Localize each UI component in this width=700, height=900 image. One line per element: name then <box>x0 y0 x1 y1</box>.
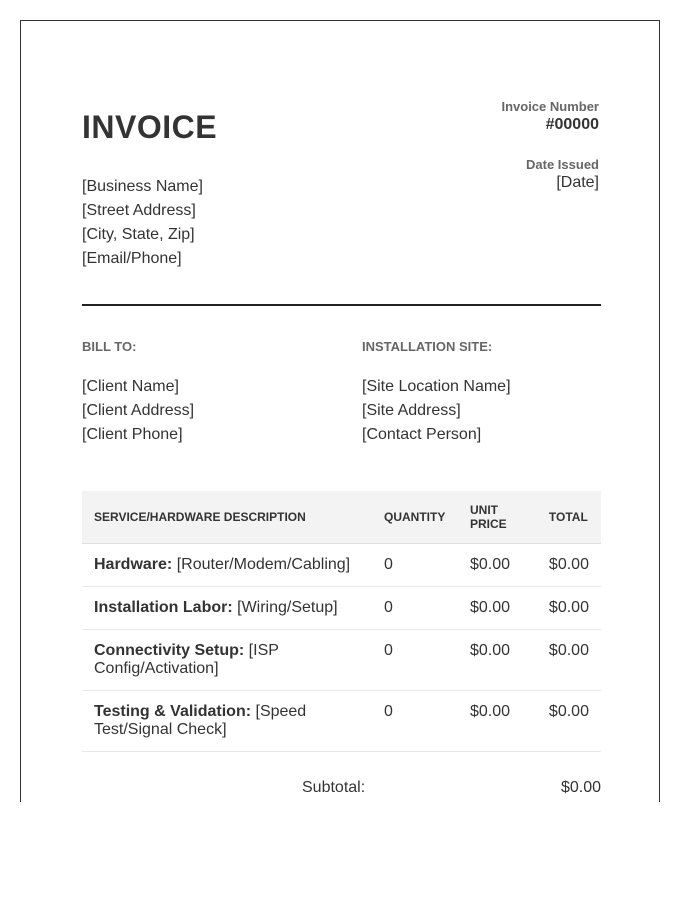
item-description <box>82 629 372 690</box>
business-name: [Business Name] <box>82 178 203 195</box>
invoice-number-label: Invoice Number <box>501 99 599 114</box>
sender-address <box>82 175 203 271</box>
total-header: TOTAL <box>537 491 601 543</box>
bill-to-heading: BILL TO: <box>82 339 137 354</box>
table-row <box>82 690 601 751</box>
subtotal-label: Subtotal: <box>302 779 366 796</box>
header-divider <box>82 304 601 306</box>
contact-person: [Contact Person] <box>362 426 482 443</box>
table-row <box>82 629 601 690</box>
item-detail: [Speed Test/Signal Check] <box>94 702 307 738</box>
unit-price-header-text: UNIT PRICE <box>469 502 507 531</box>
table-row <box>82 543 601 586</box>
invoice-number: #00000 <box>545 116 599 133</box>
date-issued-label: Date Issued <box>526 157 599 172</box>
street-address: [Street Address] <box>82 202 196 219</box>
item-detail: [Router/Modem/Cabling] <box>172 555 351 573</box>
item-title: Connectivity Setup: <box>94 641 245 659</box>
client-name: [Client Name] <box>82 378 179 395</box>
item-total: $0.00 <box>537 586 601 629</box>
item-unit-price: $0.00 <box>458 543 537 586</box>
item-total: $0.00 <box>537 690 601 751</box>
installation-site-section <box>362 339 602 447</box>
item-quantity: 0 <box>372 629 458 690</box>
invoice-meta <box>501 99 599 193</box>
item-unit-price: $0.00 <box>458 586 537 629</box>
item-description <box>82 543 372 586</box>
item-description <box>82 690 372 751</box>
item-quantity: 0 <box>372 690 458 751</box>
email-phone: [Email/Phone] <box>82 250 182 267</box>
item-quantity: 0 <box>372 543 458 586</box>
site-location-name: [Site Location Name] <box>362 378 511 395</box>
item-unit-price: $0.00 <box>458 690 537 751</box>
table-header-row <box>82 491 601 543</box>
item-unit-price: $0.00 <box>458 629 537 690</box>
item-title: Testing & Validation: <box>94 702 252 720</box>
table-row <box>82 586 601 629</box>
invoice-title: INVOICE <box>82 109 218 145</box>
date-issued: [Date] <box>556 174 599 191</box>
item-quantity: 0 <box>372 586 458 629</box>
invoice-page <box>20 20 660 802</box>
line-items-table <box>82 491 601 752</box>
description-header: SERVICE/HARDWARE DESCRIPTION <box>82 491 372 543</box>
item-total: $0.00 <box>537 543 601 586</box>
city-state-zip: [City, State, Zip] <box>82 226 195 243</box>
client-phone: [Client Phone] <box>82 426 183 443</box>
site-address: [Site Address] <box>362 402 461 419</box>
item-total: $0.00 <box>537 629 601 690</box>
item-detail: [Wiring/Setup] <box>232 598 338 616</box>
subtotal-value: $0.00 <box>560 779 601 796</box>
item-detail: [ISP Config/Activation] <box>94 641 279 677</box>
item-title: Hardware: <box>94 555 173 573</box>
installation-site-heading: INSTALLATION SITE: <box>362 339 493 354</box>
unit-price-header <box>458 491 537 543</box>
quantity-header: QUANTITY <box>372 491 458 543</box>
client-address: [Client Address] <box>82 402 195 419</box>
item-description <box>82 586 372 629</box>
item-title: Installation Labor: <box>94 598 233 616</box>
bill-to-section <box>82 339 322 447</box>
